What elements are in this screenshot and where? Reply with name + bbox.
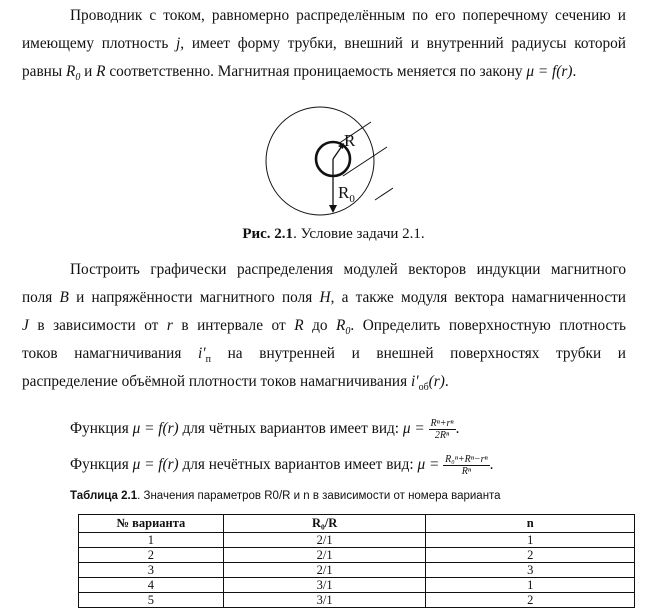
paragraph-problem-statement — [22, 2, 626, 86]
paragraph-line — [22, 340, 626, 368]
formula-fraction — [429, 418, 456, 441]
paragraph-line — [22, 284, 626, 312]
column-header-ratio: R₀/R — [223, 515, 426, 533]
formula-law: μ = f(r) — [526, 63, 573, 80]
text-fragment: в зависимости от — [28, 317, 167, 334]
table-row — [79, 563, 635, 578]
text-fragment: имеющему плотность — [22, 35, 177, 52]
label-R0-sub: 0 — [349, 193, 355, 205]
table-cell: 1 — [426, 578, 635, 593]
paragraph-line — [22, 58, 626, 86]
table-cell: 2 — [426, 548, 635, 563]
symbol-subscript: п — [205, 354, 211, 366]
fraction-numerator: R₀ⁿ+Rⁿ−rⁿ — [445, 454, 488, 465]
table-cell: 1 — [426, 533, 635, 548]
symbol-subscript: об — [418, 382, 429, 394]
symbol-B: B — [59, 289, 69, 306]
formula-mu: μ = — [417, 456, 444, 474]
text-fragment: , а также модуля вектора намагниченности — [330, 289, 626, 306]
paragraph-line — [22, 368, 626, 396]
text-fragment: равны — [22, 63, 66, 80]
symbol-R0: R — [65, 63, 76, 80]
symbol-i-prime: i′ — [410, 373, 419, 390]
table-cell: 4 — [79, 578, 224, 593]
text-fragment: . — [444, 373, 449, 390]
symbol-J: J — [22, 317, 29, 334]
symbol-r: r — [166, 317, 173, 334]
outer-circle — [266, 107, 374, 215]
text-fragment: до — [303, 317, 337, 334]
table-cell: 2 — [426, 593, 635, 608]
caption-label: Рис. 2.1 — [242, 226, 294, 242]
variants-table — [78, 514, 635, 608]
text-fragment: Построить графически распределения модулей векторов индукции магнитного — [70, 261, 626, 278]
formula-law: μ = f(r) — [132, 420, 179, 438]
symbol-R: R — [294, 317, 304, 334]
column-header-n: n — [426, 515, 635, 533]
text-fragment: и — [80, 63, 97, 80]
text-fragment: и напряжённости магнитного поля — [68, 289, 320, 306]
text-fragment: . — [455, 420, 460, 438]
symbol-i-prime: i′ — [198, 345, 206, 362]
table-cell: 2 — [79, 548, 224, 563]
text-fragment: Проводник с током, равномерно распределённым по его поперечному сечению и — [70, 7, 626, 24]
table-cell: 2/1 — [223, 533, 426, 548]
table-cell: 3/1 — [223, 578, 426, 593]
paragraph-line — [22, 256, 626, 284]
table-header-row — [79, 515, 635, 533]
fraction-numerator: Rⁿ+rⁿ — [430, 418, 454, 429]
table-row — [79, 593, 635, 608]
symbol-R: R — [96, 63, 106, 80]
table-cell: 3 — [79, 563, 224, 578]
table-cell: 2/1 — [223, 563, 426, 578]
arrow-head — [329, 205, 337, 213]
text-fragment: Функция — [70, 420, 133, 438]
figure-caption — [0, 226, 667, 243]
figure-tube-cross-section — [263, 104, 393, 216]
text-fragment: . — [489, 456, 494, 474]
symbol-subscript: 0 — [345, 326, 351, 338]
text-fragment: соответственно. Магнитная проницаемость меняется по закону — [105, 63, 527, 80]
symbol-j: j — [176, 35, 181, 52]
table-caption — [70, 490, 501, 502]
paragraph-line — [22, 312, 626, 340]
radius-R-arrow — [333, 146, 342, 159]
symbol-subscript: 0 — [75, 72, 81, 84]
formula-even-variants — [70, 418, 459, 441]
table-cell: 3 — [426, 563, 635, 578]
table-caption-label: Таблица 2.1 — [70, 490, 138, 502]
text-fragment: в интервале от — [172, 317, 295, 334]
table-row — [79, 548, 635, 563]
label-R0 — [338, 183, 355, 205]
label-R0-main: R — [338, 183, 350, 202]
table-row — [79, 533, 635, 548]
table-cell: 1 — [79, 533, 224, 548]
paragraph-task — [22, 256, 626, 396]
formula-odd-variants — [70, 454, 493, 477]
text-fragment: поля — [22, 289, 60, 306]
text-fragment: на внутренней и внешней поверхностях трубки и — [210, 345, 626, 362]
table-cell: 3/1 — [223, 593, 426, 608]
table-cell: 5 — [79, 593, 224, 608]
symbol-r-arg: (r) — [428, 373, 445, 390]
paragraph-line — [22, 30, 626, 58]
symbol-H: H — [319, 289, 331, 306]
fraction-denominator: Rⁿ — [461, 466, 472, 477]
column-header-variant: № варианта — [79, 515, 224, 533]
table-row — [79, 578, 635, 593]
text-fragment: Функция — [70, 456, 133, 474]
label-R: R — [344, 131, 356, 150]
caption-text: . Условие задачи 2.1. — [293, 226, 425, 242]
tube-line — [375, 188, 393, 200]
text-fragment: распределение объёмной плотности токов намагничивания — [22, 373, 411, 390]
text-fragment: для нечётных вариантов имеет вид: — [178, 456, 418, 474]
table-caption-text: . Значения параметров R0/R и n в зависимости от номера варианта — [137, 490, 501, 502]
fraction-denominator: 2Rⁿ — [434, 430, 450, 441]
text-fragment: токов намагничивания — [22, 345, 199, 362]
text-fragment: для чётных вариантов имеет вид: — [178, 420, 403, 438]
text-fragment: . Определить поверхностную плотность — [350, 317, 626, 334]
text-fragment: . — [572, 63, 577, 80]
formula-law: μ = f(r) — [132, 456, 179, 474]
symbol-R0: R — [336, 317, 346, 334]
text-fragment: , имеет форму трубки, внешний и внутренний радиусы которой — [180, 35, 626, 52]
paragraph-line — [22, 2, 626, 30]
table-cell: 2/1 — [223, 548, 426, 563]
formula-fraction — [443, 454, 490, 477]
formula-mu: μ = — [402, 420, 429, 438]
